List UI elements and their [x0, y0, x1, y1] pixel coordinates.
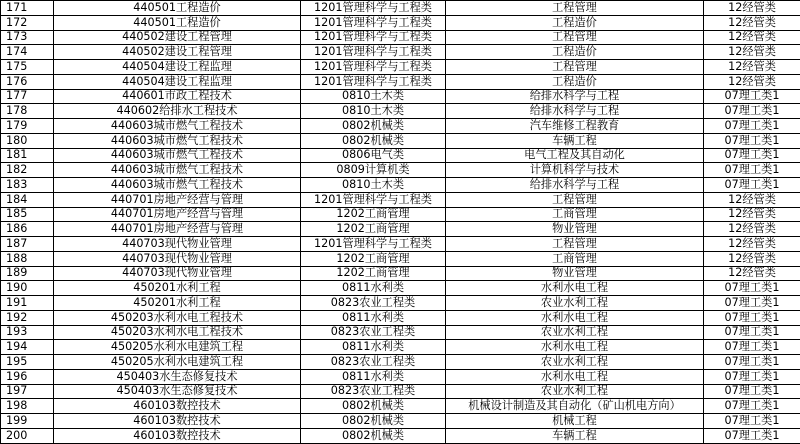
category-cell: 1202工商管理: [301, 266, 446, 281]
row-number-cell: 195: [1, 355, 54, 370]
exam-subject-cell: 12经管类: [704, 222, 800, 237]
table-row: [1, 192, 800, 207]
row-number-cell: 200: [1, 428, 54, 443]
category-cell: 1201管理科学与工程类: [301, 192, 446, 207]
category-cell: 0811水利类: [301, 340, 446, 355]
exam-subject-cell: 12经管类: [704, 45, 800, 60]
row-number-cell: 171: [1, 1, 54, 16]
row-number-cell: 179: [1, 119, 54, 134]
table-row: [1, 369, 800, 384]
vocational-major-cell: 440501工程造价: [54, 15, 301, 30]
undergraduate-major-cell: 物业管理: [446, 222, 704, 237]
exam-subject-cell: 12经管类: [704, 192, 800, 207]
category-cell: 1201管理科学与工程类: [301, 74, 446, 89]
vocational-major-cell: 440701房地产经营与管理: [54, 222, 301, 237]
table-row: [1, 45, 800, 60]
table-row: [1, 104, 800, 119]
vocational-major-cell: 450205水利水电建筑工程: [54, 340, 301, 355]
vocational-major-cell: 440603城市燃气工程技术: [54, 148, 301, 163]
category-cell: 1202工商管理: [301, 207, 446, 222]
row-number-cell: 188: [1, 251, 54, 266]
row-number-cell: 191: [1, 296, 54, 311]
exam-subject-cell: 07理工类1: [704, 325, 800, 340]
table-row: [1, 15, 800, 30]
exam-subject-cell: 07理工类1: [704, 340, 800, 355]
undergraduate-major-cell: 工程造价: [446, 45, 704, 60]
undergraduate-major-cell: 给排水科学与工程: [446, 104, 704, 119]
undergraduate-major-cell: 工程管理: [446, 1, 704, 16]
table-row: [1, 207, 800, 222]
vocational-major-cell: 450203水利水电工程技术: [54, 310, 301, 325]
category-cell: 0810土木类: [301, 178, 446, 193]
undergraduate-major-cell: 机械工程: [446, 414, 704, 429]
vocational-major-cell: 450201水利工程: [54, 296, 301, 311]
exam-subject-cell: 12经管类: [704, 60, 800, 75]
table-row: [1, 414, 800, 429]
category-cell: 0802机械类: [301, 133, 446, 148]
category-cell: 1201管理科学与工程类: [301, 237, 446, 252]
undergraduate-major-cell: 车辆工程: [446, 133, 704, 148]
exam-subject-cell: 07理工类1: [704, 369, 800, 384]
table-row: [1, 163, 800, 178]
undergraduate-major-cell: 农业水利工程: [446, 355, 704, 370]
exam-subject-cell: 07理工类1: [704, 104, 800, 119]
table-row: [1, 60, 800, 75]
vocational-major-cell: 440701房地产经营与管理: [54, 192, 301, 207]
vocational-major-cell: 440501工程造价: [54, 1, 301, 16]
exam-subject-cell: 07理工类1: [704, 148, 800, 163]
undergraduate-major-cell: 工程造价: [446, 74, 704, 89]
row-number-cell: 187: [1, 237, 54, 252]
row-number-cell: 176: [1, 74, 54, 89]
exam-subject-cell: 12经管类: [704, 251, 800, 266]
vocational-major-cell: 440504建设工程监理: [54, 60, 301, 75]
table-row: [1, 251, 800, 266]
row-number-cell: 189: [1, 266, 54, 281]
undergraduate-major-cell: 工程管理: [446, 237, 704, 252]
exam-subject-cell: 07理工类1: [704, 163, 800, 178]
vocational-major-cell: 440703现代物业管理: [54, 266, 301, 281]
exam-subject-cell: 07理工类1: [704, 414, 800, 429]
row-number-cell: 184: [1, 192, 54, 207]
vocational-major-cell: 440603城市燃气工程技术: [54, 133, 301, 148]
vocational-major-cell: 440703现代物业管理: [54, 251, 301, 266]
category-cell: 1201管理科学与工程类: [301, 30, 446, 45]
vocational-major-cell: 450403水生态修复技术: [54, 369, 301, 384]
exam-subject-cell: 07理工类1: [704, 89, 800, 104]
undergraduate-major-cell: 机械设计制造及其自动化（矿山机电方向）: [446, 399, 704, 414]
undergraduate-major-cell: 工程造价: [446, 15, 704, 30]
table-row: [1, 237, 800, 252]
row-number-cell: 185: [1, 207, 54, 222]
exam-subject-cell: 07理工类1: [704, 178, 800, 193]
row-number-cell: 173: [1, 30, 54, 45]
exam-subject-cell: 12经管类: [704, 207, 800, 222]
undergraduate-major-cell: 水利水电工程: [446, 310, 704, 325]
vocational-major-cell: 440603城市燃气工程技术: [54, 163, 301, 178]
exam-subject-cell: 07理工类1: [704, 428, 800, 443]
vocational-major-cell: 440703现代物业管理: [54, 237, 301, 252]
row-number-cell: 197: [1, 384, 54, 399]
row-number-cell: 193: [1, 325, 54, 340]
exam-subject-cell: 12经管类: [704, 74, 800, 89]
row-number-cell: 199: [1, 414, 54, 429]
category-cell: 0823农业工程类: [301, 296, 446, 311]
table-row: [1, 399, 800, 414]
category-cell: 1201管理科学与工程类: [301, 45, 446, 60]
category-cell: 0809计算机类: [301, 163, 446, 178]
table-row: [1, 133, 800, 148]
undergraduate-major-cell: 水利水电工程: [446, 281, 704, 296]
row-number-cell: 174: [1, 45, 54, 60]
undergraduate-major-cell: 汽车维修工程教育: [446, 119, 704, 134]
vocational-major-cell: 460103数控技术: [54, 414, 301, 429]
table-row: [1, 340, 800, 355]
undergraduate-major-cell: 给排水科学与工程: [446, 89, 704, 104]
table-row: [1, 266, 800, 281]
row-number-cell: 192: [1, 310, 54, 325]
category-cell: 1202工商管理: [301, 251, 446, 266]
undergraduate-major-cell: 农业水利工程: [446, 384, 704, 399]
exam-subject-cell: 07理工类1: [704, 119, 800, 134]
row-number-cell: 196: [1, 369, 54, 384]
row-number-cell: 172: [1, 15, 54, 30]
vocational-major-cell: 440603城市燃气工程技术: [54, 178, 301, 193]
category-cell: 1202工商管理: [301, 222, 446, 237]
table-row: [1, 222, 800, 237]
category-cell: 0811水利类: [301, 281, 446, 296]
row-number-cell: 180: [1, 133, 54, 148]
category-cell: 0810土木类: [301, 104, 446, 119]
exam-subject-cell: 12经管类: [704, 15, 800, 30]
row-number-cell: 182: [1, 163, 54, 178]
undergraduate-major-cell: 计算机科学与技术: [446, 163, 704, 178]
exam-subject-cell: 07理工类1: [704, 399, 800, 414]
exam-subject-cell: 07理工类1: [704, 310, 800, 325]
undergraduate-major-cell: 工商管理: [446, 207, 704, 222]
table-row: [1, 296, 800, 311]
table-row: [1, 384, 800, 399]
table-row: [1, 355, 800, 370]
undergraduate-major-cell: 农业水利工程: [446, 296, 704, 311]
row-number-cell: 177: [1, 89, 54, 104]
vocational-major-cell: 460103数控技术: [54, 399, 301, 414]
table-row: [1, 148, 800, 163]
category-cell: 0823农业工程类: [301, 355, 446, 370]
exam-subject-cell: 12经管类: [704, 1, 800, 16]
row-number-cell: 186: [1, 222, 54, 237]
vocational-major-cell: 440502建设工程管理: [54, 45, 301, 60]
vocational-major-cell: 450201水利工程: [54, 281, 301, 296]
category-cell: 0802机械类: [301, 399, 446, 414]
vocational-major-cell: 440504建设工程监理: [54, 74, 301, 89]
vocational-major-cell: 450403水生态修复技术: [54, 384, 301, 399]
vocational-major-cell: 440502建设工程管理: [54, 30, 301, 45]
vocational-major-cell: 450205水利水电建筑工程: [54, 355, 301, 370]
row-number-cell: 194: [1, 340, 54, 355]
vocational-major-cell: 440601市政工程技术: [54, 89, 301, 104]
vocational-major-cell: 460103数控技术: [54, 428, 301, 443]
exam-subject-cell: 12经管类: [704, 237, 800, 252]
undergraduate-major-cell: 车辆工程: [446, 428, 704, 443]
exam-subject-cell: 12经管类: [704, 266, 800, 281]
category-cell: 1201管理科学与工程类: [301, 60, 446, 75]
vocational-major-cell: 440701房地产经营与管理: [54, 207, 301, 222]
table-row: [1, 119, 800, 134]
category-cell: 0806电气类: [301, 148, 446, 163]
category-cell: 0802机械类: [301, 414, 446, 429]
table-row: [1, 281, 800, 296]
category-cell: 1201管理科学与工程类: [301, 15, 446, 30]
table-row: [1, 310, 800, 325]
undergraduate-major-cell: 给排水科学与工程: [446, 178, 704, 193]
undergraduate-major-cell: 物业管理: [446, 266, 704, 281]
table-body: [1, 1, 800, 444]
undergraduate-major-cell: 电气工程及其自动化: [446, 148, 704, 163]
category-cell: 0811水利类: [301, 310, 446, 325]
category-cell: 0811水利类: [301, 369, 446, 384]
table-row: [1, 89, 800, 104]
exam-subject-cell: 07理工类1: [704, 355, 800, 370]
exam-subject-cell: 07理工类1: [704, 281, 800, 296]
row-number-cell: 178: [1, 104, 54, 119]
category-cell: 0810土木类: [301, 89, 446, 104]
undergraduate-major-cell: 水利水电工程: [446, 340, 704, 355]
undergraduate-major-cell: 工程管理: [446, 60, 704, 75]
table-row: [1, 1, 800, 16]
table-row: [1, 30, 800, 45]
vocational-major-cell: 450203水利水电工程技术: [54, 325, 301, 340]
category-cell: 1201管理科学与工程类: [301, 1, 446, 16]
row-number-cell: 183: [1, 178, 54, 193]
vocational-major-cell: 440602给排水工程技术: [54, 104, 301, 119]
row-number-cell: 181: [1, 148, 54, 163]
row-number-cell: 198: [1, 399, 54, 414]
undergraduate-major-cell: 工程管理: [446, 30, 704, 45]
undergraduate-major-cell: 农业水利工程: [446, 325, 704, 340]
exam-subject-cell: 07理工类1: [704, 384, 800, 399]
undergraduate-major-cell: 工商管理: [446, 251, 704, 266]
exam-subject-cell: 07理工类1: [704, 133, 800, 148]
category-cell: 0823农业工程类: [301, 384, 446, 399]
table-row: [1, 74, 800, 89]
row-number-cell: 190: [1, 281, 54, 296]
table-row: [1, 178, 800, 193]
category-cell: 0823农业工程类: [301, 325, 446, 340]
table-row: [1, 325, 800, 340]
vocational-major-cell: 440603城市燃气工程技术: [54, 119, 301, 134]
row-number-cell: 175: [1, 60, 54, 75]
undergraduate-major-cell: 工程管理: [446, 192, 704, 207]
exam-subject-cell: 07理工类1: [704, 296, 800, 311]
exam-subject-cell: 12经管类: [704, 30, 800, 45]
undergraduate-major-cell: 水利水电工程: [446, 369, 704, 384]
category-cell: 0802机械类: [301, 119, 446, 134]
category-cell: 0802机械类: [301, 428, 446, 443]
